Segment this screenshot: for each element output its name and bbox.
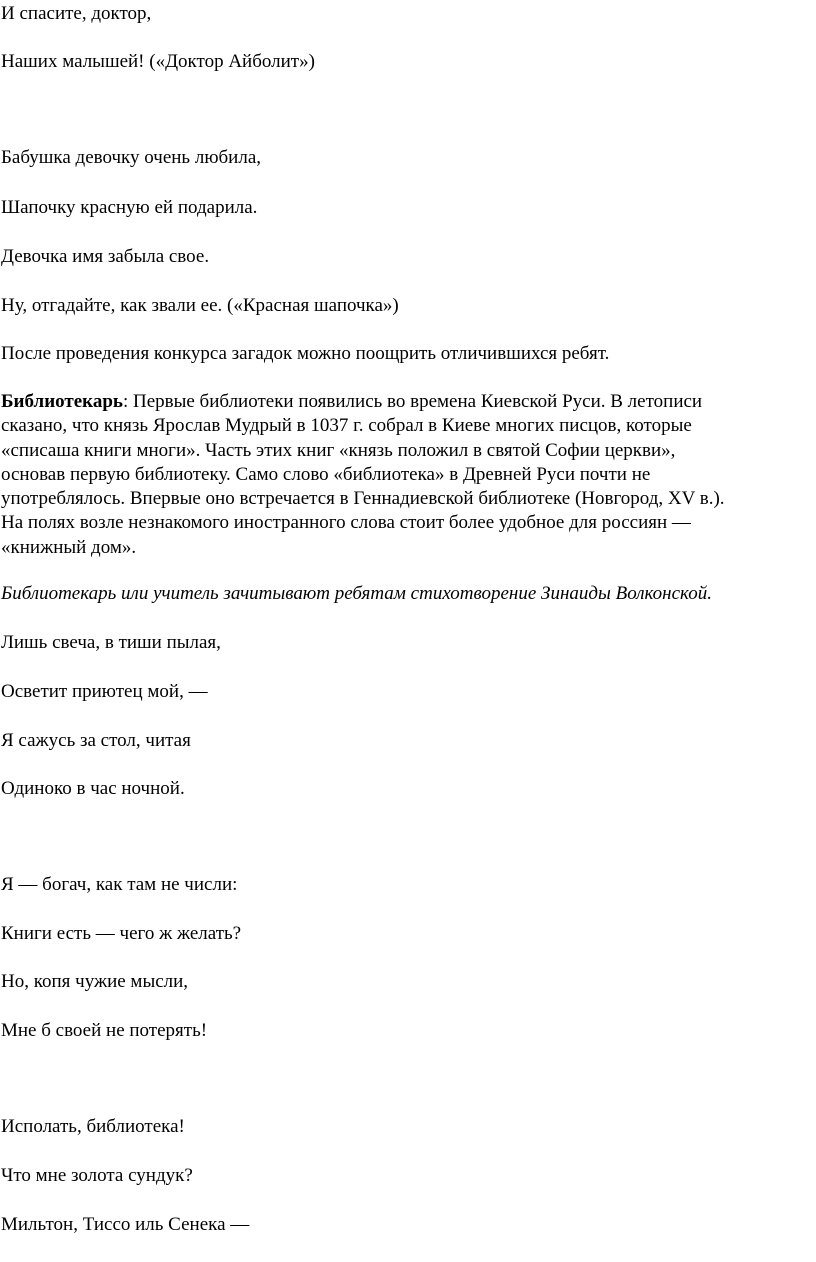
text-line: После проведения конкурса загадок можно поощрить отличившихся ребят.: [1, 343, 610, 364]
paragraph-row: употреблялось. Впервые оно встречается в Геннадиевской библиотеке (Новгород, XV в.).: [1, 488, 725, 510]
poem-line: Исполать, библиотека!: [1, 1116, 185, 1137]
text-line: И спасите, доктор,: [1, 3, 152, 24]
text-line: Бабушка девочку очень любила,: [1, 147, 262, 168]
poem-line: Но, копя чужие мысли,: [1, 971, 189, 992]
text-line: Ну, отгадайте, как звали ее. («Красная шапочка»): [1, 295, 399, 316]
paragraph-row: основав первую библиотеку. Само слово «библиотека» в Древней Руси почти не: [1, 463, 651, 485]
poem-line: Осветит приютец мой, —: [1, 681, 208, 702]
paragraph-row: [1, 390, 801, 414]
poem-line: Что мне золота сундук?: [1, 1165, 193, 1186]
librarian-paragraph: [1, 390, 801, 560]
poem-line: Лишь свеча, в тиши пылая,: [1, 632, 221, 653]
paragraph-row: «книжный дом».: [1, 536, 137, 558]
paragraph-row: сказано, что князь Ярослав Мудрый в 1037 г. собрал в Киеве многих писцов, которые: [1, 415, 692, 437]
speaker-label: Библиотекарь: [1, 391, 123, 412]
poem-line: Книги есть — чего ж желать?: [1, 923, 242, 944]
stage-direction: Библиотекарь или учитель зачитывают ребятам стихотворение Зинаиды Волконской.: [1, 583, 712, 604]
paragraph-text: : Первые библиотеки появились во времена Киевской Руси. В летописи: [122, 391, 703, 412]
paragraph-row: На полях возле незнакомого иностранного слова стоит более удобное для россиян —: [1, 512, 691, 534]
text-line: Шапочку красную ей подарила.: [1, 197, 258, 218]
poem-line: Мне б своей не потерять!: [1, 1020, 208, 1041]
poem-line: Одиноко в час ночной.: [1, 778, 185, 799]
text-line: Девочка имя забыла свое.: [1, 246, 210, 267]
poem-line: Я сажусь за стол, читая: [1, 730, 191, 751]
poem-line: Мильтон, Тиссо иль Сенека —: [1, 1214, 250, 1235]
text-line: Наших малышей! («Доктор Айболит»): [1, 51, 315, 72]
paragraph-row: «списаша книги многи». Часть этих книг «князь положил в святой Софии церкви»,: [1, 439, 676, 461]
poem-line: Я — богач, как там не числи:: [1, 874, 238, 895]
